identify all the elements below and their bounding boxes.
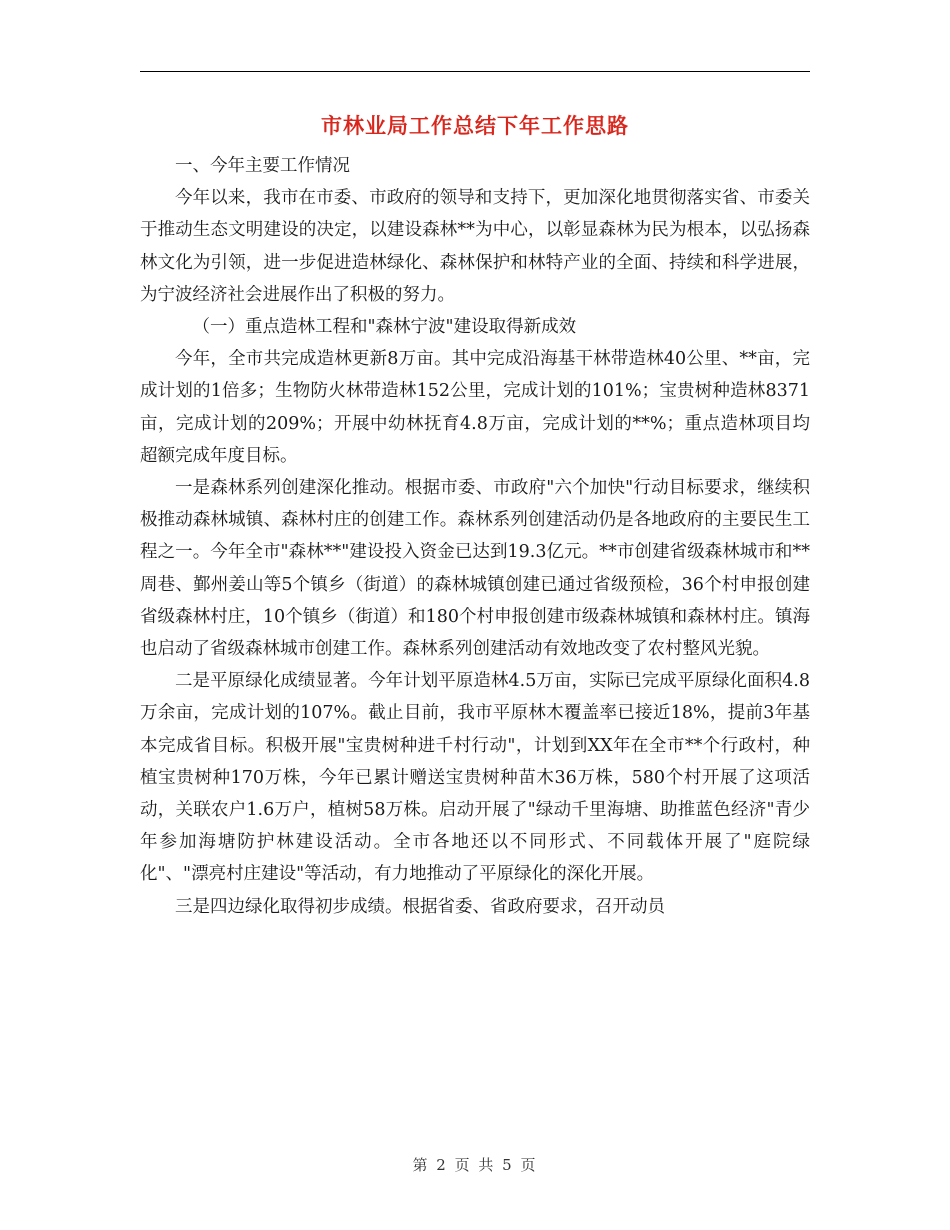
body-paragraph: 二是平原绿化成绩显著。今年计划平原造林4.5万亩，实际已完成平原绿化面积4.8万余亩，完成计划的107%。截止目前，我市平原林木覆盖率已接近18%，提前3年基本完成省目标。积极开展"宝贵树种进千村行动"，计划到XX年在全市**个行政村，种植宝贵树种170万株，今年已累计赠送宝贵树种苗木36万株，580个村开展了这项活动，关联农户1.6万户，植树58万株。启动开展了"绿动千里海塘、助推蓝色经济"青少年参加海塘防护林建设活动。全市各地还以不同形式、不同载体开展了"庭院绿化"、"漂亮村庄建设"等活动，有力地推动了平原绿化的深化开展。 <box>140 671 810 885</box>
body-paragraph: 今年，全市共完成造林更新8万亩。其中完成沿海基干林带造林40公里、**亩，完成计划的1倍多；生物防火林带造林152公里，完成计划的101%；宝贵树种造林8371亩，完成计划的209%；开展中幼林抚育4.8万亩，完成计划的**%；重点造林项目均超额完成年度目标。 <box>140 349 810 466</box>
document-body <box>140 150 810 923</box>
body-paragraph: 三是四边绿化取得初步成绩。根据省委、省政府要求，召开动员 <box>175 896 665 917</box>
section-heading: 一、今年主要工作情况 <box>175 156 350 176</box>
body-paragraph: 今年以来，我市在市委、市政府的领导和支持下，更加深化地贯彻落实省、市委关于推动生态文明建设的决定，以建设森林**为中心，以彰显森林为民为根本，以弘扬森林文化为引领，进一步促进造林绿化、森林保护和林特产业的全面、持续和科学进展，为宁波经济社会进展作出了积极的努力。 <box>140 188 810 305</box>
subsection-heading: （一）重点造林工程和"森林宁波"建设取得新成效 <box>192 317 577 338</box>
header-rule <box>140 71 810 72</box>
body-paragraph: 一是森林系列创建深化推动。根据市委、市政府"六个加快"行动目标要求，继续积极推动森林城镇、森林村庄的创建工作。森林系列创建活动仍是各地政府的主要民生工程之一。今年全市"森林**"建设投入资金已达到19.3亿元。**市创建省级森林城市和**周巷、鄞州姜山等5个镇乡（街道）的森林城镇创建已通过省级预检，36个村申报创建省级森林村庄，10个镇乡（街道）和180个村申报创建市级森林城镇和森林村庄。镇海也启动了省级森林城市创建工作。森林系列创建活动有效地改变了农村整风光貌。 <box>140 478 810 660</box>
page-number: 第 2 页 共 5 页 <box>412 1156 538 1174</box>
document-title: 市林业局工作总结下年工作思路 <box>321 113 629 138</box>
